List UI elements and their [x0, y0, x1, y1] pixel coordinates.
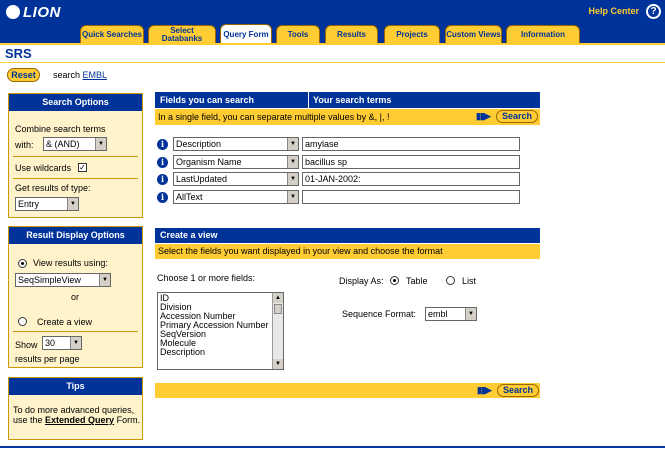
display-list-label: List [462, 276, 477, 286]
chevron-down-icon: ▼ [287, 191, 298, 203]
display-as-label: Display As: [339, 276, 384, 286]
create-view-label: Create a view [37, 317, 93, 327]
scroll-down-icon[interactable]: ▼ [273, 359, 283, 369]
list-item[interactable]: Molecule [160, 338, 197, 348]
results-type-label: Get results of type: [15, 183, 91, 193]
show-label: Show [15, 340, 38, 350]
wildcards-label: Use wildcards [15, 163, 72, 173]
chevron-down-icon: ▼ [287, 173, 298, 185]
listbox-scrollbar[interactable] [272, 293, 283, 369]
page-title: SRS [5, 46, 32, 61]
view-title: Create a view [160, 230, 218, 240]
tab-information[interactable]: Information [506, 25, 580, 43]
bottom-search-bar [155, 383, 540, 398]
combine-with-label: with: [15, 140, 34, 150]
choose-fields-label: Choose 1 or more fields: [157, 273, 256, 283]
tab-custom-views[interactable]: Custom Views [445, 25, 502, 43]
term-input-1[interactable]: amylase [302, 137, 520, 151]
search-button-bottom[interactable]: Search [497, 384, 539, 397]
tab-select-databanks[interactable]: Select Databanks [148, 25, 216, 43]
tab-tools[interactable]: Tools [276, 25, 320, 43]
arrow-right-icon: ▮▮▶ [476, 111, 490, 121]
create-view-radio[interactable] [18, 317, 27, 326]
view-hint: Select the fields you want displayed in your view and choose the format [158, 246, 443, 256]
tab-projects[interactable]: Projects [384, 25, 440, 43]
chevron-down-icon: ▼ [70, 337, 81, 349]
search-options-title: Search Options [9, 94, 142, 111]
chevron-down-icon: ▼ [287, 156, 298, 168]
display-table-radio[interactable] [390, 276, 399, 285]
display-options-title: Result Display Options [9, 227, 142, 244]
view-using-label: View results using: [33, 258, 108, 268]
scroll-thumb[interactable] [274, 304, 282, 314]
info-icon[interactable]: i [157, 139, 168, 150]
info-icon[interactable]: i [157, 157, 168, 168]
per-page-label: results per page [15, 354, 80, 364]
list-item[interactable]: Division [160, 302, 192, 312]
info-icon[interactable]: i [157, 174, 168, 185]
extended-query-link[interactable]: Extended Query [45, 415, 115, 425]
view-fields-listbox[interactable] [157, 292, 284, 370]
display-options-panel [8, 226, 143, 368]
chevron-down-icon: ▼ [99, 274, 110, 286]
tips-text: To do more advanced queries, use the Extended Query Form. [13, 405, 141, 425]
chevron-down-icon: ▼ [287, 138, 298, 150]
info-icon[interactable]: i [157, 192, 168, 203]
list-item[interactable]: SeqVersion [160, 329, 207, 339]
tab-quick-searches[interactable]: Quick Searches [80, 25, 144, 43]
chevron-down-icon: ▼ [465, 308, 476, 320]
combine-operator-select[interactable]: & (AND) ▼ [43, 137, 107, 151]
wildcards-checkbox[interactable]: ✓ [79, 163, 86, 172]
paw-icon [6, 5, 20, 19]
chevron-down-icon: ▼ [67, 198, 78, 210]
tips-panel [8, 377, 143, 440]
tab-results[interactable]: Results [325, 25, 378, 43]
fields-hint: In a single field, you can separate multiple values by &, |, ! [158, 112, 390, 122]
search-button-top[interactable]: Search [496, 110, 538, 123]
list-item[interactable]: ID [160, 293, 169, 303]
list-item[interactable]: Description [160, 347, 206, 357]
tab-underline [0, 43, 665, 45]
display-list-radio[interactable] [446, 276, 455, 285]
field-select-4[interactable]: AllText ▼ [173, 190, 299, 204]
fields-hint-bar [155, 109, 540, 125]
view-select[interactable]: SeqSimpleView ▼ [15, 273, 111, 287]
field-select-3[interactable]: LastUpdated ▼ [173, 172, 299, 186]
results-per-page-select[interactable]: 30 ▼ [42, 336, 82, 350]
fields-header-bar [155, 92, 540, 108]
term-input-3[interactable]: 01-JAN-2002: [302, 172, 520, 186]
search-databank: search EMBL [53, 70, 108, 80]
seq-format-label: Sequence Format: [342, 309, 417, 319]
results-type-select[interactable]: Entry ▼ [15, 197, 79, 211]
search-options-panel [8, 93, 143, 218]
list-item[interactable]: Primary Accession Number [160, 320, 269, 330]
combine-label: Combine search terms [15, 124, 106, 134]
seq-format-select[interactable]: embl ▼ [425, 307, 477, 321]
tab-query-form[interactable]: Query Form [220, 24, 272, 44]
tips-title: Tips [9, 378, 142, 395]
term-input-4[interactable] [302, 190, 520, 204]
list-item[interactable]: Accession Number [160, 311, 236, 321]
term-input-2[interactable]: bacillus sp [302, 155, 520, 169]
chevron-down-icon: ▼ [95, 138, 106, 150]
fields-column-header: Fields you can search [160, 95, 255, 105]
view-header-bar [155, 228, 540, 243]
field-select-2[interactable]: Organism Name ▼ [173, 155, 299, 169]
or-label: or [71, 292, 80, 302]
display-table-label: Table [406, 276, 428, 286]
reset-button[interactable]: Reset [7, 68, 40, 82]
view-hint-bar [155, 244, 540, 259]
field-select-1[interactable]: Description ▼ [173, 137, 299, 151]
footer-divider [0, 446, 665, 448]
help-icon[interactable]: ? [646, 4, 661, 19]
arrow-right-icon: ▮▮▶ [477, 385, 491, 395]
scroll-up-icon[interactable]: ▲ [273, 293, 283, 303]
title-divider [0, 62, 665, 63]
help-center-link[interactable]: Help Center [588, 6, 639, 16]
terms-column-header: Your search terms [313, 95, 392, 105]
databank-link[interactable]: EMBL [82, 70, 108, 80]
lion-logo[interactable]: LION [6, 4, 61, 21]
view-using-radio[interactable] [18, 259, 27, 268]
